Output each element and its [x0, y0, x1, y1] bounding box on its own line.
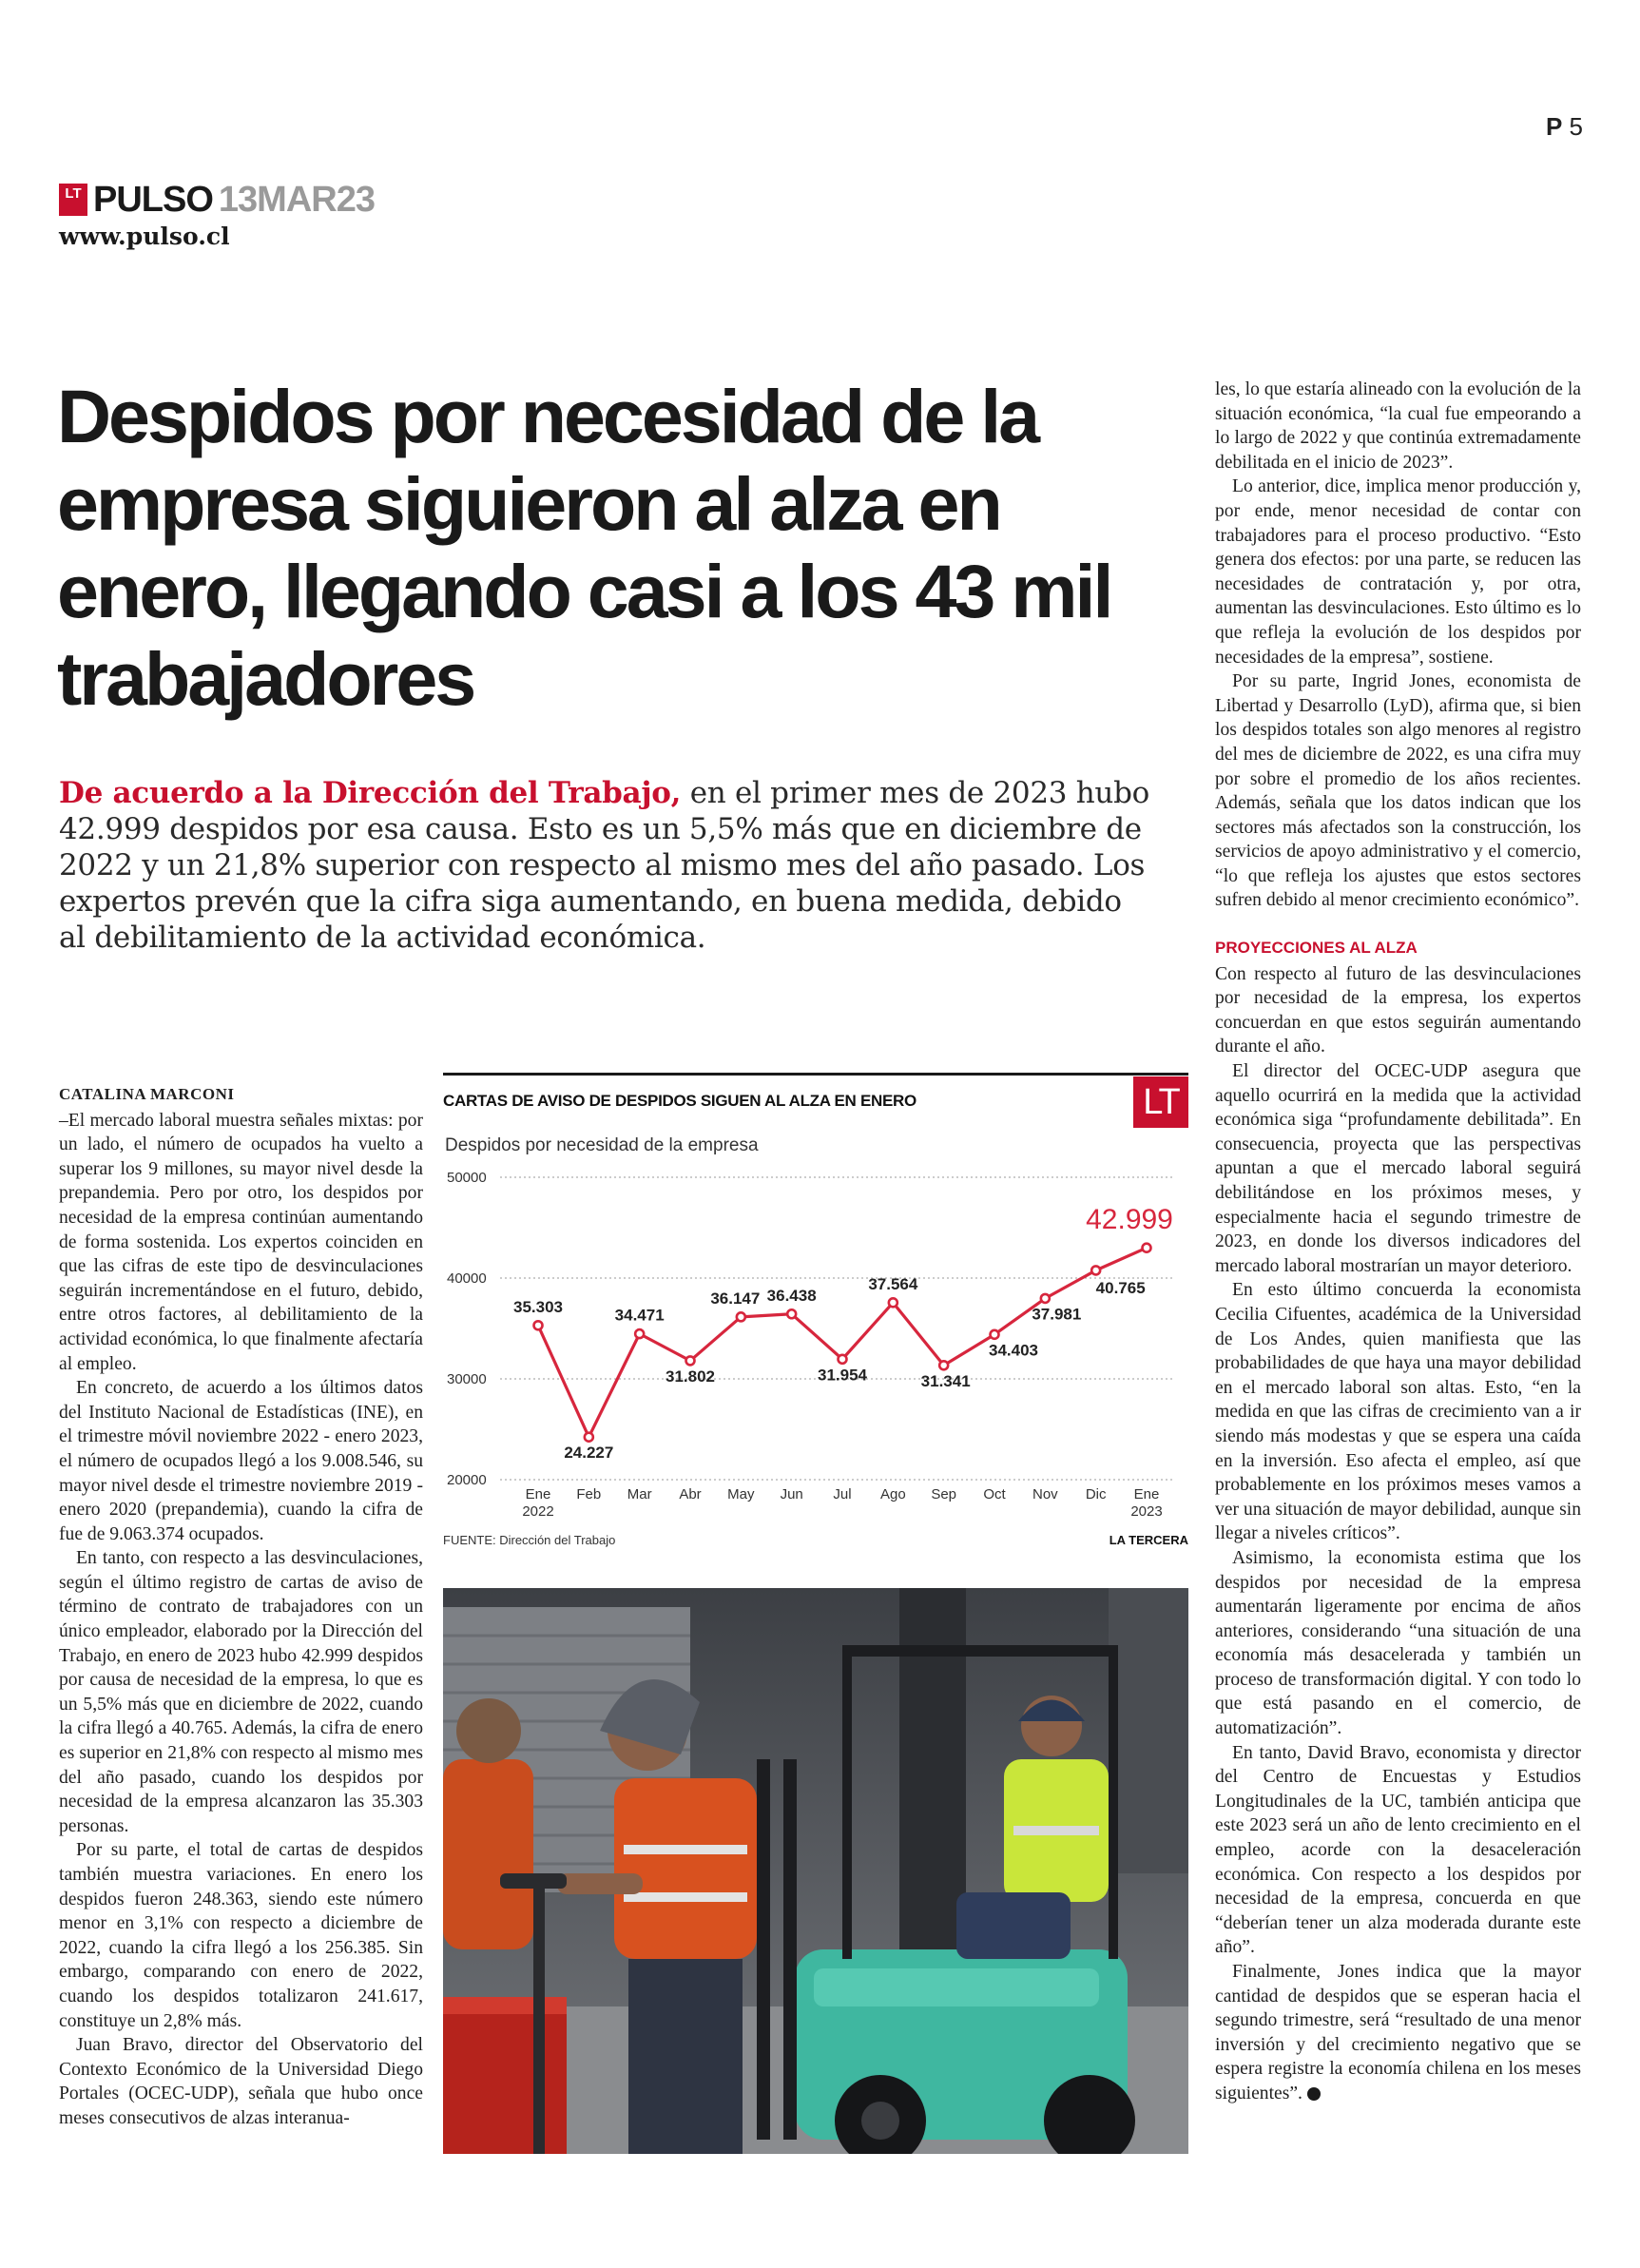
chart-data-label: 37.564 — [868, 1274, 918, 1293]
forklift-photo — [443, 1588, 1188, 2154]
chart-data-label: 34.403 — [989, 1341, 1038, 1360]
body-paragraph — [1215, 1960, 1581, 2106]
body-paragraph: Con respecto al futuro de las desvinculaciones por necesidad de la empresa, los expertos concuerdan en que estos seguirán aumentando durante el año. — [1215, 963, 1581, 1057]
website-url[interactable]: www.pulso.cl — [59, 223, 230, 250]
body-paragraph: Juan Bravo, director del Observatorio del Contexto Económico de la Universidad Diego Portales (OCEC-UDP), señala que hubo once meses consecutivos de alzas interanua- — [59, 2035, 423, 2128]
body-paragraph: En esto último concuerda la economista Cecilia Cifuentes, académica de la Universidad de Los Andes, quien manifiesta que las probabilidades de que haya una mayor debilidad en el mercado laboral son altas. Esto, “en la medida en que las cifras de crecimiento van a ir siendo más modestas y que se espera una caída en la inversión. Eso afecta el empleo, así que probablemente en los próximos meses vamos a ver una situación de mayor debilidad, aunque sin llegar a niveles críticos”. — [1215, 1280, 1581, 1544]
byline: CATALINA MARCONI — [59, 1085, 235, 1103]
chart-data-point — [889, 1298, 897, 1307]
chart-x-tick-label: Feb — [576, 1486, 602, 1502]
body-paragraph: Por su parte, el total de cartas de despidos también muestra variaciones. En enero los despidos fueron 248.363, siendo este número menor en 3,1% con respecto a diciembre de 2022, cuando la cifra llegó a los 256.385. Sin embargo, comparando con enero de 2022, cuando los despidos totalizaron 241.617, constituye un 2,8% más. — [59, 1840, 423, 2031]
masthead-name: PULSO — [93, 179, 213, 220]
body-paragraph: Asimismo, la economista estima que los despidos por necesidad de la empresa aumentarán ligeramente por encima de años anteriores, considerando “una situación de una economía más desacelerada y también un proceso de transformación digital. Y con todo lo que está pasando en el comercio, de automatización”. — [1215, 1547, 1581, 1739]
chart-lt-logo: LT — [1133, 1076, 1188, 1128]
chart-data-label: 31.341 — [920, 1371, 971, 1390]
body-paragraph: El director del OCEC-UDP asegura que aquello ocurrirá en la medida que la actividad económica siga “profundamente debilitada”. En consecuencia, proyecta que las perspectivas apuntan a que el mercado laboral seguirá debilitándose en los próximos meses, y especialmente hacia el segundo trimestre de 2023, en donde los diversos indicadores del mercado laboral mostrarían un mayor deterioro. — [1215, 1061, 1581, 1276]
chart-data-point — [1041, 1294, 1050, 1303]
chart-series-line — [538, 1248, 1147, 1437]
chart-data-point — [1143, 1244, 1151, 1252]
body-paragraph: En concreto, de acuerdo a los últimos datos del Instituto Nacional de Estadísticas (INE), en el trimestre móvil noviembre 2022 - enero 2023, el número de ocupados llegó a los 9.008.546, su mayor nivel desde el trimestre noviembre 2019 - enero 2020 (prepandemia), cuando la cifra de fue de 9.063.374 ocupados. — [59, 1378, 423, 1544]
chart-data-point — [939, 1361, 948, 1369]
chart-data-label: 40.765 — [1095, 1278, 1146, 1297]
chart-x-tick-label: Ene — [525, 1486, 551, 1502]
body-paragraph: –El mercado laboral muestra señales mixtas: por un lado, el número de ocupados ha vuelto a superar los 9 millones, su mayor nivel desde la prepandemia. Pero por otro, los despidos por necesidad de la empresa continúan aumentando de forma sostenida. Los expertos coinciden en que las cifras de este tipo de desvinculaciones seguirán incrementándose en el futuro, debido, entre otros factores, al debilitamiento de la actividad económica, lo que finalmente afectaría al empleo. — [59, 1110, 423, 1374]
lead-paragraph — [59, 775, 1152, 956]
chart-data-label: 36.147 — [710, 1289, 761, 1308]
body-paragraph-text: Finalmente, Jones indica que la mayor cantidad de despidos que se esperan hacia el segundo trimestre, será “resultado de una menor inversión y del crecimiento negativo que se espera registre la economía chilena en los meses siguientes”. — [1215, 1962, 1581, 2103]
page-number: P 5 — [1545, 112, 1583, 141]
chart-credit: LA TERCERA — [1109, 1533, 1188, 1547]
lt-logo: LT — [59, 184, 87, 216]
body-paragraph: les, lo que estaría alineado con la evolución de la situación económica, “la cual fue empeorando a lo largo de 2022 y que continúa extremadamente debilitada en el inicio de 2023”. — [1215, 379, 1581, 473]
chart-x-tick-label: Abr — [679, 1486, 702, 1502]
body-paragraph: En tanto, David Bravo, economista y director del Centro de Encuestas y Estudios Longitudinales de la UC, también anticipa que este 2023 será un año de lento crecimiento en el empleo, acorde con la desaceleración económica. Con respecto a los despidos por necesidad de la empresa, concuerda en que “deberían tener un alza moderada durante este año”. — [1215, 1742, 1581, 1958]
chart-data-point — [787, 1309, 796, 1318]
chart-x-tick-label: Jun — [780, 1486, 803, 1502]
lead-highlight: De acuerdo a la Dirección del Trabajo, — [59, 776, 682, 810]
chart-subtitle: Despidos por necesidad de la empresa — [445, 1135, 759, 1155]
chart-data-point — [635, 1329, 644, 1338]
chart-data-label: 31.802 — [666, 1367, 715, 1386]
masthead-date: 13MAR23 — [218, 179, 375, 220]
chart-x-tick-label: Jul — [833, 1486, 852, 1502]
chart-x-tick-label: Sep — [931, 1486, 957, 1502]
chart-y-tick-label: 40000 — [447, 1270, 487, 1287]
chart-x-tick-label: Mar — [627, 1486, 652, 1502]
chart-x-tick-label: Oct — [983, 1486, 1006, 1502]
chart-y-tick-label: 20000 — [447, 1472, 487, 1488]
chart-data-point — [585, 1433, 593, 1442]
chart-data-label: 36.438 — [766, 1286, 817, 1305]
body-paragraph: En tanto, con respecto a las desvinculaciones, según el último registro de cartas de aviso de término de contrato de trabajadores con un único empleador, elaborado por la Dirección del Trabajo, en enero de 2023 hubo 42.999 despidos por causa de necesidad de la empresa, lo que es un 5,5% más que en diciembre de 2022, cuando la cifra llegó a 40.765. Además, la cifra de enero es superior en 21,8% con respecto al mismo mes del año pasado, cuando los despidos por necesidad de la empresa alcanzaron las 35.303 personas. — [59, 1548, 423, 1836]
chart-data-label: 31.954 — [818, 1366, 867, 1385]
subhead-proyecciones: PROYECCIONES AL ALZA — [1215, 939, 1418, 958]
left-column — [59, 1082, 423, 2131]
chart — [443, 1073, 1188, 1558]
chart-plot — [443, 1073, 1188, 1529]
body-paragraph: Lo anterior, dice, implica menor producción y, por ende, menor necesidad de contar con trabajadores para el proceso productivo. “Esto genera dos efectos: por una parte, se reducen las necesidades de contratación y, por otra, aumentan las desvinculaciones. Esto último es lo que refleja la evolución de los despidos por necesidades de la empresa”, sostiene. — [1215, 476, 1581, 668]
chart-x-tick-label: Dic — [1085, 1486, 1107, 1502]
end-mark-icon: P — [1307, 2087, 1321, 2101]
chart-data-point — [686, 1356, 695, 1365]
chart-source: FUENTE: Dirección del Trabajo — [443, 1533, 616, 1547]
chart-data-label: 24.227 — [564, 1444, 614, 1463]
right-column — [1215, 378, 1581, 2106]
chart-data-label: 35.303 — [513, 1297, 563, 1316]
chart-data-point — [839, 1355, 847, 1364]
chart-data-point — [534, 1321, 543, 1329]
masthead — [59, 181, 375, 219]
chart-x-tick-label: May — [727, 1486, 755, 1502]
lead-text: en el primer mes de 2023 hubo 42.999 despidos por esa causa. Esto es un 5,5% más que en diciembre de 2022 y un 21,8% superior con respecto al mismo mes del año pasado. Los expertos prevén que la cifra siga aumentando, en buena medida, debido al debilitamiento de la actividad económica. — [59, 776, 1149, 955]
chart-data-point — [737, 1312, 745, 1321]
chart-data-label: 42.999 — [1086, 1204, 1173, 1236]
chart-x-tick-label: Nov — [1032, 1486, 1058, 1502]
chart-data-point — [1091, 1266, 1100, 1274]
chart-title: CARTAS DE AVISO DE DESPIDOS SIGUEN AL ALZA EN ENERO — [443, 1092, 916, 1110]
body-paragraph: Por su parte, Ingrid Jones, economista de Libertad y Desarrollo (LyD), afirma que, si bien los despidos totales son algo menores al registro del mes de diciembre de 2022, es una cifra muy por sobre el promedio de los años recientes. Además, señala que los datos indican que los sectores más afectados son la construcción, los servicios de apoyo administrativo y el comercio, “lo que refleja los ajustes que estos sectores sufren debido al menor crecimiento económico”. — [1215, 671, 1581, 911]
chart-data-label: 34.471 — [614, 1306, 665, 1325]
chart-y-tick-label: 30000 — [447, 1371, 487, 1387]
chart-data-point — [991, 1330, 999, 1339]
chart-data-label: 37.981 — [1032, 1305, 1082, 1324]
chart-x-tick-label: 2022 — [522, 1503, 554, 1520]
headline: Despidos por necesidad de la empresa siguieron al alza en enero, llegando casi a los 43 mil trabajadores — [57, 374, 1111, 721]
chart-x-tick-label: 2023 — [1130, 1503, 1163, 1520]
chart-x-tick-label: Ene — [1133, 1486, 1160, 1502]
chart-x-tick-label: Ago — [879, 1486, 906, 1502]
chart-y-tick-label: 50000 — [447, 1170, 487, 1186]
